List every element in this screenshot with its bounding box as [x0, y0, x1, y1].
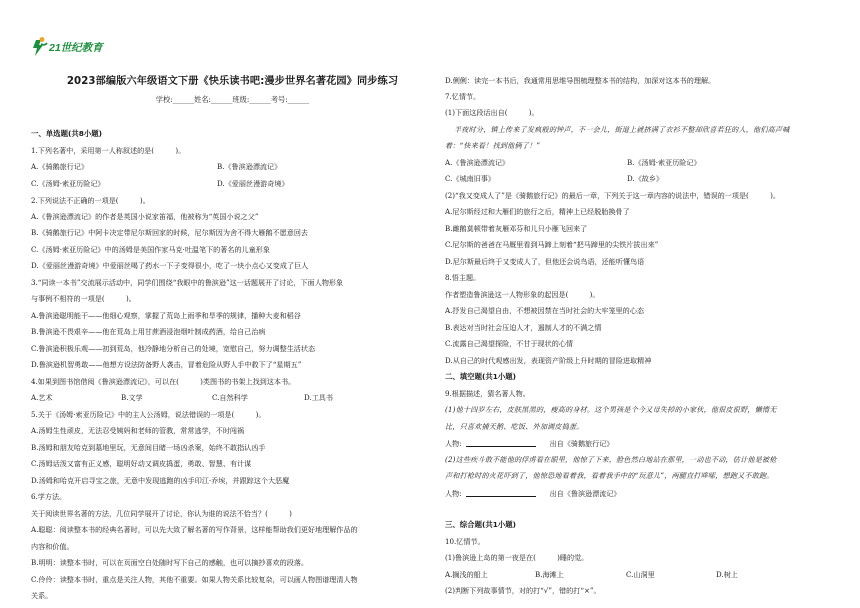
- q10-option-c: C.山洞里: [626, 570, 655, 579]
- q10-option-b: B.海滩上: [535, 570, 564, 579]
- question-6: 6.学方法。: [31, 492, 67, 501]
- q8-option-b: B.表达对当时社会压迫人才，遏制人才的不满之情: [445, 323, 602, 332]
- section-comprehensive: 三、综合题(共1小题): [445, 520, 517, 529]
- q1-option-d: D.《爱丽丝漫游奇境》: [217, 179, 289, 188]
- q7-part2: (2)“我又变成人了”是《骑鹅旅行记》的最后一章，下列关于这一章内容的说法中，错误的一项是( )。: [445, 191, 780, 200]
- q9-1-person-label: 人物:: [445, 438, 462, 448]
- q2-option-a: A.《鲁滨逊漂流记》的作者是英国小说家笛福，他被称为“英国小说之父”: [31, 212, 259, 221]
- question-3-line1: 3.“同读一本书”交流展示活动中，同学们围绕“我眼中的鲁滨逊”这一话题展开了讨论，下面人物形象: [31, 278, 344, 287]
- q4-option-a: A.艺术: [31, 393, 53, 402]
- q9-part2-line1: (2)这些疾斗敢不能他的俘虏看在眼里，他惊了下来，脸色然白地站在那里，一动也不动，估计他是被枪: [445, 455, 777, 464]
- q9-2-answer-blank[interactable]: [466, 489, 536, 497]
- question-2: 2.下列说法不正确的一项是( )。: [31, 196, 150, 205]
- q2-option-d: D.《爱丽丝漫游奇境》中爱丽丝喝了药水一下子变得很小，吃了一块小点心又变成了巨人: [31, 261, 309, 270]
- q9-1-source: 出自《骑鹅旅行记》: [549, 438, 614, 448]
- q3-option-b: B.鲁滨逊不畏艰辛——他在荒岛上用甘蔗酒浸泡烟叶制成药酒，给自己治病: [31, 327, 266, 336]
- q6-option-c-line2: 关系。: [31, 591, 53, 600]
- q7-passage-line1: 半夜时分，镇上传来了发疯般的钟声，不一会儿，街道上就挤满了衣衫不整却欣喜若狂的人，他们高声喊: [454, 125, 790, 134]
- q3-option-a: A.鲁滨逊聪明能干——他细心观察，掌握了荒岛上雨季和旱季的规律，播种大麦和稻谷: [31, 311, 301, 320]
- q6-option-a-line2: 内容和价值。: [31, 542, 74, 551]
- q9-part2-line2: 声和打枪时的火花吓到了，他惊恐地看着我，看着我手中的“玩意儿”，两腿直打哆嗦，想跑又不敢跑。: [445, 471, 774, 480]
- q6-option-d: D.俐俐：读完一本书后，我通常用思维导图梳理整本书的结构，加深对这本书的理解。: [445, 76, 716, 85]
- question-8-stem: 作者塑造鲁滨逊这一人物形象的起因是( )。: [445, 290, 600, 299]
- q7-part1: (1)下面这段话出自( )。: [445, 108, 539, 117]
- q7-option-b: B.《汤姆·索亚历险记》: [627, 158, 701, 167]
- question-6-stem: 关于阅读世界名著的方法，几位同学展开了讨论，你认为谁的说法不恰当？( ): [31, 509, 292, 518]
- q1-option-b: B.《鲁滨逊漂流记》: [217, 162, 282, 171]
- q7-option-c: C.《城南旧事》: [445, 174, 495, 183]
- question-10: 10.忆情节。: [445, 537, 485, 546]
- q6-option-c-line1: C.伶伶：读整本书时，重点是关注人物，其他不重要。如果人物关系比较复杂，可以画人物图谱理清人物: [31, 575, 358, 584]
- section-single-choice: 一、单选题(共8小题): [31, 129, 103, 138]
- q9-part1-line2: 比，只喜欢捕天鹅、吃饭、外加调皮捣蛋。: [445, 422, 584, 431]
- q7-passage-line2: 着：“快来看！找到他俩了！”: [445, 141, 541, 150]
- q9-part1-answer-row: [445, 439, 613, 447]
- question-9: 9.根据描述，猜名著人物。: [445, 389, 530, 398]
- q8-option-d: D.从自己的时代观感出发，表现资产阶级上升时期的冒险进取精神: [445, 356, 652, 365]
- q3-option-d: D.鲁滨逊机智勇敢——他想方设法防备野人袭击，冒着危险从野人手中救下了“星期五”: [31, 360, 302, 369]
- q2-option-b: B.《骑鹅旅行记》中阿卡决定带尼尔斯回家的时候，尼尔斯因为舍不得大雁鹅不愿意回去: [31, 228, 309, 237]
- q6-option-b: B.明明：读整本书时，可以在页面空白处随时写下自己的感触，也可以摘抄喜欢的段落。: [31, 558, 309, 567]
- page-title: 2023部编版六年级语文下册《快乐读书吧:漫步世界名著花园》同步练习: [66, 76, 399, 87]
- q2-option-c: C.《汤姆·索亚历险记》中的汤姆是美国作家马克·吐温笔下的著名的儿童形象: [31, 245, 270, 254]
- q9-2-source: 出自《鲁滨逊漂流记》: [549, 488, 621, 498]
- q4-option-c: C.自然科学: [212, 393, 248, 402]
- q10-option-d: D.树上: [716, 570, 738, 579]
- question-7: 7.忆情节。: [445, 92, 481, 101]
- q4-option-d: D.工具书: [304, 393, 333, 402]
- q7-2-option-c: C.尼尔斯的爸爸在马厩里看到马蹄上刻着“把马蹄里的尖铁片拔出来”: [445, 240, 659, 249]
- q7-2-option-b: B.雌鹅莫顿带着灰雁邓芬和儿只小雁飞回来了: [445, 224, 588, 233]
- logo-text: 21世纪教育: [49, 42, 103, 54]
- q9-part2-answer-row: [445, 489, 621, 497]
- q8-option-c: C.流露自己渴望探险，不甘于现状的心情: [445, 339, 574, 348]
- q3-option-c: C.鲁滨逊积极乐观——初到荒岛，他冷静地分析自己的处境，宽慰自己，努力调整生活状态: [31, 344, 316, 353]
- q5-option-b: B.汤姆和朋友哈克到墓地里玩，无意间目睹一场凶杀案，始终不敢指认凶手: [31, 443, 266, 452]
- question-1: 1.下列名著中，采用第一人称叙述的是( )。: [31, 146, 186, 155]
- q8-option-a: A.抒发自己渴望自由，不想被因禁在当时社会的大牢笼里的心态: [445, 306, 644, 315]
- question-5: 5.关于《汤姆·索亚历险记》中的主人公汤姆，说法错误的一项是( )。: [31, 410, 266, 419]
- q1-option-c: C.《汤姆·索亚历险记》: [31, 179, 105, 188]
- question-3-line2: 与事例不相符的一项是( )。: [31, 294, 136, 303]
- q10-option-a: A.搁浅的船上: [445, 570, 488, 579]
- q5-option-d: D.汤姆和哈克开启寻宝之旅，无意中发现逃跑的凶手印江·乔埃，并跟踪这个大恶魔: [31, 476, 290, 485]
- section-fill-blank: 二、填空题(共1小题): [445, 372, 517, 381]
- q7-2-option-d: D.尼尔斯最后终于又变成人了，但他还会说鸟语，还能听懂鸟语: [445, 257, 645, 266]
- q1-option-a: A.《骑鹅旅行记》: [31, 162, 89, 171]
- q7-2-option-a: A.尼尔斯经过和大雁们的旅行之后，精神上已经脱胎换骨了: [445, 207, 630, 216]
- q9-part1-line1: (1)他十四岁左右，皮肤黑黑的，瘦高的身材。这个男孩是个今又母失掉的小家伙，他很皮很野，懒惰无: [445, 405, 777, 414]
- q5-option-a: A.汤姆生性顽皮，无法忍受姨妈和老师的管教，常常逃学，不时闯祸: [31, 426, 245, 435]
- logo-runner-icon: [30, 36, 120, 58]
- q10-part2: (2)判断下列故事情节，对的打“√”，错的打“×”。: [445, 586, 601, 595]
- q9-1-answer-blank[interactable]: [466, 439, 536, 447]
- q9-2-person-label: 人物:: [445, 488, 462, 498]
- q6-option-a-line1: A.聪聪：阅读整本书的经典名著时，可以先大致了解名著的写作背景，这样能帮助我们更好地理解作品的: [31, 525, 358, 534]
- brand-logo: [30, 36, 120, 58]
- q10-part1: (1)鲁滨逊上岛的第一夜是在( )睡的觉。: [445, 553, 589, 562]
- q4-option-b: B.文学: [121, 393, 143, 402]
- q7-option-a: A.《鲁滨逊漂流记》: [445, 158, 510, 167]
- question-4: 4.如果到图书馆借阅《鲁滨逊漂流记》，可以在( )类图书的书架上找到这本书。: [31, 377, 296, 386]
- student-info-line: 学校:______姓名:______班级:______考号:______: [155, 95, 310, 104]
- q5-option-c: C.汤姆话泼又富有正义感，聪明好动又调皮捣蛋，勇敢、智慧、有计谋: [31, 459, 252, 468]
- q7-option-d: D.《故乡》: [627, 174, 664, 183]
- question-8: 8.悟主题。: [445, 273, 481, 282]
